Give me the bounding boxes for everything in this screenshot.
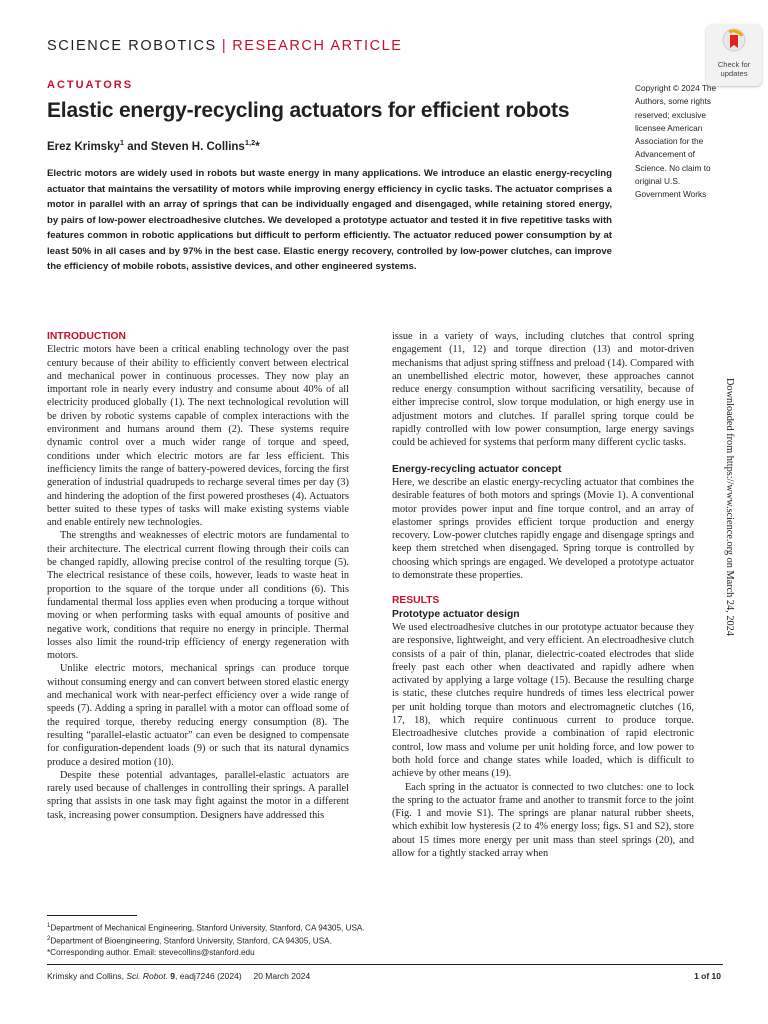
paragraph: issue in a variety of ways, including clutches that control spring engagement (11, 12) and torque direction (13) and motor-driven mechanisms that adjust spring stiffness and preload (14). Compared with an unembellished electric motor, however, these approaches cannot reduce energy consumption without sacrificing versatility, because of either imprecise control, slow torque modulation, or high energy use in adjustment motors and clutches. If parallel spring torque could be rapidly controlled with low power consumption, large energy savings could be achieved for systems that perform many different cyclic tasks. [392, 331, 694, 449]
footnote-divider [47, 915, 137, 916]
page-number: 1 of 10 [694, 971, 721, 981]
right-column [392, 330, 694, 860]
left-column [47, 330, 349, 822]
subsection-heading-prototype: Prototype actuator design [392, 608, 520, 620]
badge-label: Check for updates [717, 60, 751, 78]
affiliations-footnote: $^1$Department of Mechanical Engineering, Stanford University, Stanford, CA 94305, USA. $^2$Department of Bioengineering, Stanford University, Stanford, CA 94305, USA. *Corresponding author. Email: stevecollins@stanford.edu [47, 921, 367, 959]
paragraph: We used electroadhesive clutches in our prototype actuator because they are responsive, lightweight, and very efficient. An electroadhesive clutch consists of a pair of thin, planar, dielectric-coated electrodes that slide freely past each other when deactivated and rapidly adhere when activated by applying a large voltage (15). Because the resulting charge is static, these clutches require hundreds of times less electrical power per unit holding torque than motors and electromagnetic clutches (16, 17, 18), which require continuous current to produce torque. Electroadhesive clutches provide a combination of rapid electronic control, low mass and volume per unit holding force, and low power to both hold force and change states while loaded, which is difficult to achieve by other means (19). [392, 621, 694, 780]
copyright-notice: Copyright © 2024 The Authors, some rights reserved; exclusive licensee American Association for the Advancement of Science. No claim to original U.S. Government Works [635, 83, 717, 200]
article-title: Elastic energy-recycling actuators for efficient robots [47, 99, 570, 122]
paragraph: Despite these potential advantages, parallel-elastic actuators are rarely used because of challenges in controlling their springs. A parallel spring that assists in one task may fight against the motor in a different task, increasing power consumption. Designers have addressed this [47, 769, 349, 821]
author-name[interactable]: Erez Krimsky [47, 140, 120, 153]
section-tag: ACTUATORS [47, 79, 134, 91]
section-heading-introduction: INTRODUCTION [47, 331, 126, 342]
article-type: RESEARCH ARTICLE [232, 38, 403, 54]
subsection-heading-concept: Energy-recycling actuator concept [392, 463, 562, 475]
paragraph: Unlike electric motors, mechanical springs can produce torque without consuming energy and can convert between stored elastic energy and mechanical work with near-perfect efficiency over a wide range of speeds (7). Adding a spring in parallel with a motor can offload some of the required torque, thereby reducing energy consumption (8). The resulting “parallel-elastic actuator” can even be designed to compensate for configuration-dependent loads (9) or such that its natural dynamics produce a desired motion (10). [47, 663, 349, 768]
paragraph: The strengths and weaknesses of electric motors are fundamental to their architecture. The electrical current flowing through their coils can be changed rapidly, allowing precise control of the resulting torque (5). The electrical resistance of these coils, however, leads to waste heat in proportion to the square of the torque under all conditions (6). This fundamental thermal loss applies even when producing a torque without moving or when performing tasks with equal amounts of positive and negative work, conditions that require no energy in principle. Thermal losses also limit the round-trip efficiency of energy regeneration with motors. [47, 530, 349, 662]
bookmark-icon [721, 28, 747, 60]
citation-footer: Krimsky and Collins, Sci. Robot. 9, eadj7246 (2024) 20 March 2024 [47, 971, 311, 981]
author-list: Erez Krimsky$^1$ and Steven H. Collins$^{1,2}$* [47, 138, 260, 153]
download-watermark: Downloaded from https://www.science.org on March 24, 2024 [724, 378, 735, 636]
abstract: Electric motors are widely used in robots but waste energy in many applications. We introduce an elastic energy-recycling actuator that maintains the versatility of motors while improving energy efficiency in cyclic tasks. The actuator comprises a motor in parallel with an array of springs that can be individually engaged and disengaged, while retaining stored energy, by pairs of low-power electroadhesive clutches. We developed a prototype actuator and tested it in five repetitive tasks with features common in robotic applications but difficult to perform efficiently. The actuator reduced power consumption by at least 50% in all cases and by 97% in the best case. Elastic energy recovery, controlled by low-power clutches, can improve the efficiency of mobile robots, assistive devices, and other engineered systems. [47, 168, 612, 272]
paragraph: Electric motors have been a critical enabling technology over the past century because of their ability to efficiently convert between electrical and mechanical power in continuous processes. They now play an important role in nearly every industry and consume about 40% of all electricity produced globally (1). The next technological revolution will be driven by robotic systems capable of complex interactions with the environment and humans around them (2). These systems require dynamic control over a much wider range of torque and speed, conditions under which electric motors are far less efficient. This inefficiency limits the range of battery-powered devices, forcing the first generation of industrial quadrupeds to recharge several times per day (3) and hindering the adoption of the first powered prostheses (4). Actuators better suited to these types of tasks will make existing systems viable and enable entirely new technologies. [47, 344, 349, 529]
journal-name: SCIENCE ROBOTICS [47, 38, 217, 54]
journal-header [47, 38, 403, 54]
section-heading-results: RESULTS [392, 595, 440, 607]
header-separator: | [221, 38, 228, 54]
check-for-updates-badge[interactable] [706, 24, 762, 86]
paragraph: Each spring in the actuator is connected to two clutches: one to lock the spring to the actuator frame and another to transmit force to the joint (Fig. 1 and movie S1). The springs are planar natural rubber sheets, which exhibit low hysteresis (2 to 4% energy loss; figs. S1 and S2), store about 15 times more energy per unit mass than steel springs (20), and allow for a tightly stacked array when [392, 781, 694, 859]
author-name[interactable]: Steven H. Collins [150, 140, 245, 153]
footer-divider [47, 964, 723, 965]
corresponding-author-email[interactable]: *Corresponding author. Email: stevecollins@stanford.edu [47, 948, 255, 958]
paragraph: Here, we describe an elastic energy-recycling actuator that combines the desirable features of both motors and springs (Movie 1). A conventional motor provides power input and fine torque control, and an array of elastomer springs provides efficient torque production and energy recovery. Low-power clutches rapidly engage and disengage springs and keep them stretched when disengaged. Spring torque is controlled by choosing which springs are engaged. We developed a prototype actuator to demonstrate these properties. [392, 476, 694, 582]
corresponding-marker: * [255, 140, 260, 153]
